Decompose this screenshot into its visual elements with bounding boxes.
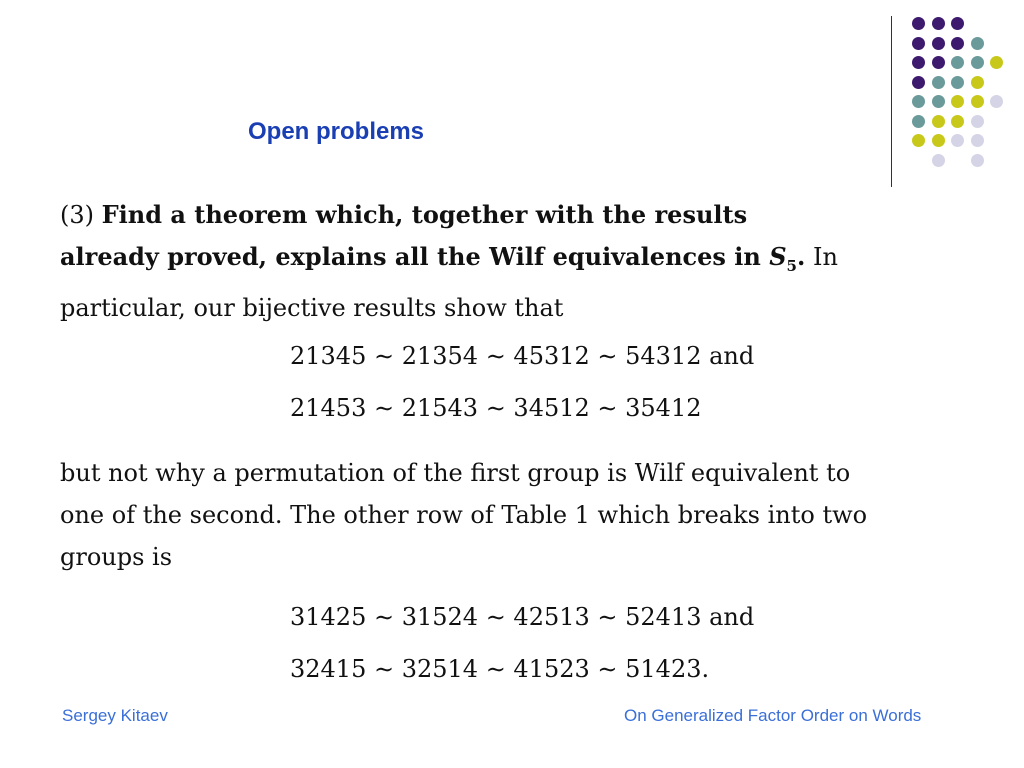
slide-title: Open problems [248,118,425,145]
decorative-dot [932,17,945,30]
problem-statement-bold-2: already proved, explains all the Wilf equivalences in [60,242,770,271]
decorative-dot [932,154,945,167]
explanation-line-1: but not why a permutation of the first group is Wilf equivalent to [60,459,851,487]
decorative-dot [932,115,945,128]
decorative-dot [932,56,945,69]
decorative-dot [951,56,964,69]
problem-line-1 [60,194,838,236]
decorative-dot [932,37,945,50]
equivalence-line: 21345 ∼ 21354 ∼ 45312 ∼ 54312 and [290,342,755,370]
problem-statement-bold-1: Find a theorem which, together with the results [101,200,748,229]
decorative-dot [971,95,984,108]
decorative-dot [990,95,1003,108]
explanation-line-3: groups is [60,543,173,571]
problem-number: (3) [60,201,102,229]
decorative-dot [912,95,925,108]
problem-paragraph [60,194,838,329]
decorative-dot [990,56,1003,69]
decorative-dot [951,95,964,108]
decorative-dot [971,134,984,147]
decorative-dot [912,17,925,30]
decorative-dot [912,115,925,128]
statement-period: . [796,242,806,271]
decorative-dot [951,17,964,30]
decorative-dot [971,37,984,50]
decorative-dot [912,37,925,50]
symmetric-group-symbol: S [769,242,787,271]
decorative-dot [912,56,925,69]
problem-line-3: particular, our bijective results show that [60,293,564,322]
decorative-dot [912,134,925,147]
decorative-dot [951,115,964,128]
explanation-line-2: one of the second. The other row of Table 1 which breaks into two [60,501,868,529]
footer-author: Sergey Kitaev [62,706,168,725]
decorative-dot [912,76,925,89]
decorative-dot [932,134,945,147]
problem-line-2 [60,236,838,287]
symmetric-group-subscript: 5 [786,256,797,275]
decorative-dot [971,76,984,89]
decorative-dot [971,154,984,167]
footer-talk-title: On Generalized Factor Order on Words [624,706,922,725]
decorative-dot [932,76,945,89]
equivalence-line: 21453 ∼ 21543 ∼ 34512 ∼ 35412 [290,394,702,422]
explanation-paragraph [60,452,867,578]
vertical-divider [891,16,892,187]
equivalence-line: 32415 ∼ 32514 ∼ 41523 ∼ 51423. [290,655,710,683]
decorative-dot [951,76,964,89]
decorative-dot [951,134,964,147]
decorative-dot [971,56,984,69]
decorative-dot [971,115,984,128]
line2-tail: In [805,243,838,271]
decorative-dot [932,95,945,108]
decorative-dot [951,37,964,50]
equivalence-line: 31425 ∼ 31524 ∼ 42513 ∼ 52413 and [290,603,755,631]
